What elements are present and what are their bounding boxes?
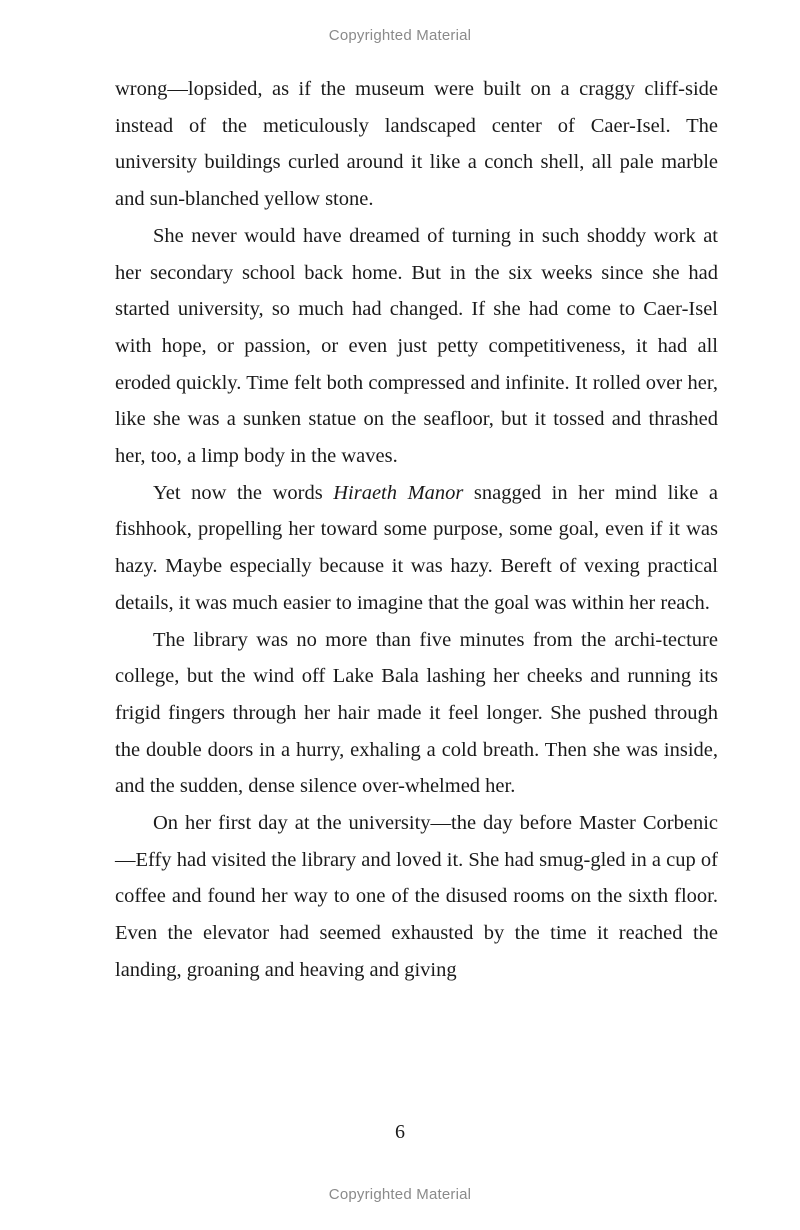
page-body [115,71,718,989]
page-number: 6 [395,1121,405,1143]
copyright-watermark-bottom: Copyrighted Material [328,1186,472,1203]
paragraph: On her first day at the university—the day before Master Corbenic—Effy had visited the library and loved it. She had smug-gled in a cup of coffee and found her way to one of the disused rooms on the sixth floor. Even the elevator had seemed exhausted by the time it reached the landing, groaning and heaving and giving [115,812,718,981]
copyright-watermark-top: Copyrighted Material [328,27,472,44]
paragraph: wrong—lopsided, as if the museum were built on a craggy cliff-side instead of the meticulously landscaped center of Caer-Isel. The university buildings curled around it like a conch shell, all pale marble and sun-blanched yellow stone. [115,78,718,211]
italic-title: Hiraeth Manor [333,481,464,504]
paragraph: Yet now the words Hiraeth Manor snagged in her mind like a fishhook, propelling her toward some purpose, some goal, even if it was hazy. Maybe especially because it was hazy. Bereft of vexing practical details, it was much easier to imagine that the goal was within her reach. [115,481,718,614]
paragraph: She never would have dreamed of turning in such shoddy work at her secondary school back home. But in the six weeks since she had started university, so much had changed. If she had come to Caer-Isel with hope, or passion, or even just petty competitiveness, it had all eroded quickly. Time felt both compressed and infinite. It rolled over her, like she was a sunken statue on the seafloor, but it tossed and thrashed her, too, a limp body in the waves. [115,224,718,468]
paragraph: The library was no more than five minutes from the archi-tecture college, but the wind off Lake Bala lashing her cheeks and running its frigid fingers through her hair made it feel longer. She pushed through the double doors in a hurry, exhaling a cold breath. Then she was inside, and the sudden, dense silence over-whelmed her. [115,628,718,798]
